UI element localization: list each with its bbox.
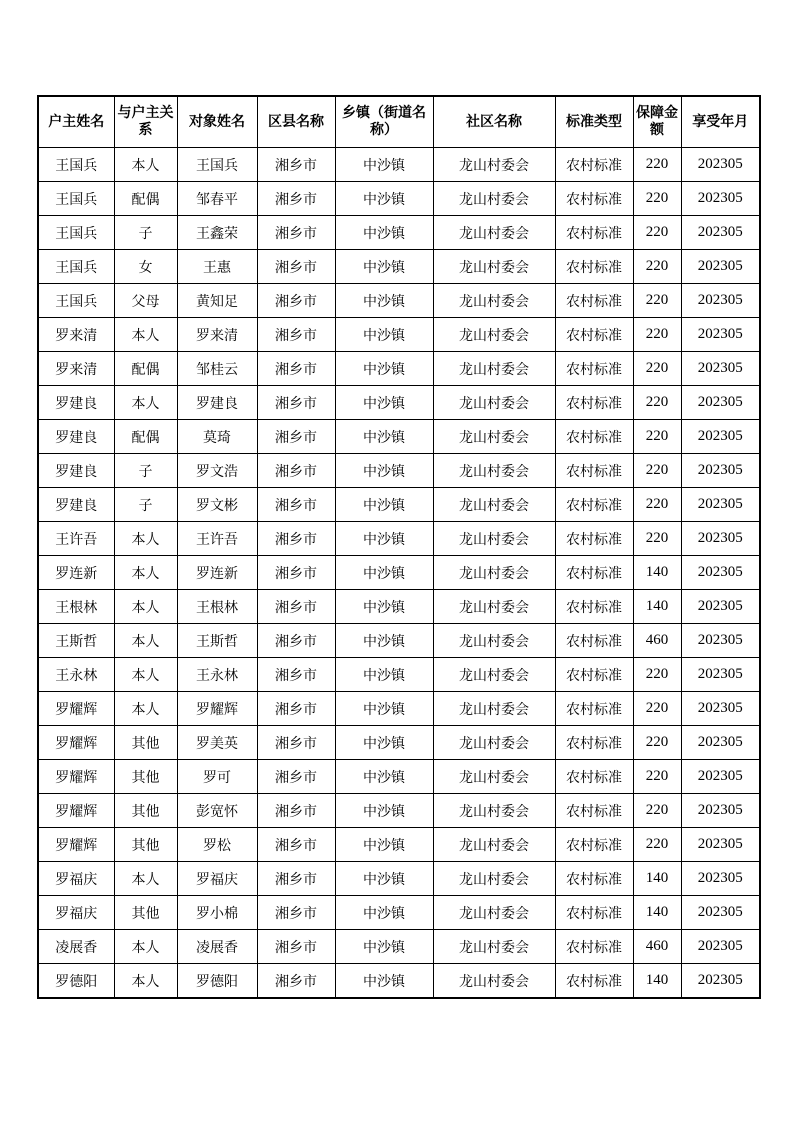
community-cell: 龙山村委会 bbox=[433, 556, 555, 590]
table-row bbox=[38, 760, 760, 794]
table-row bbox=[38, 148, 760, 182]
household-head-cell: 王国兵 bbox=[38, 284, 114, 318]
relation-cell: 本人 bbox=[114, 522, 177, 556]
community-cell: 龙山村委会 bbox=[433, 148, 555, 182]
header-standard-type: 标准类型 bbox=[555, 96, 633, 148]
relation-cell: 其他 bbox=[114, 760, 177, 794]
table-row bbox=[38, 318, 760, 352]
table-row bbox=[38, 930, 760, 964]
relation-cell: 本人 bbox=[114, 590, 177, 624]
town-cell: 中沙镇 bbox=[335, 318, 433, 352]
table-row bbox=[38, 182, 760, 216]
table-row bbox=[38, 692, 760, 726]
table-row bbox=[38, 624, 760, 658]
standard-type-cell: 农村标准 bbox=[555, 760, 633, 794]
amount-cell: 220 bbox=[633, 454, 681, 488]
standard-type-cell: 农村标准 bbox=[555, 352, 633, 386]
standard-type-cell: 农村标准 bbox=[555, 250, 633, 284]
household-head-cell: 罗耀辉 bbox=[38, 760, 114, 794]
community-cell: 龙山村委会 bbox=[433, 726, 555, 760]
county-cell: 湘乡市 bbox=[257, 148, 335, 182]
household-head-cell: 王国兵 bbox=[38, 216, 114, 250]
town-cell: 中沙镇 bbox=[335, 488, 433, 522]
recipient-name-cell: 罗连新 bbox=[177, 556, 257, 590]
relief-recipient-table bbox=[37, 95, 761, 999]
amount-cell: 220 bbox=[633, 692, 681, 726]
recipient-name-cell: 王永林 bbox=[177, 658, 257, 692]
month-cell: 202305 bbox=[681, 284, 760, 318]
table-row bbox=[38, 794, 760, 828]
table-row bbox=[38, 284, 760, 318]
month-cell: 202305 bbox=[681, 692, 760, 726]
month-cell: 202305 bbox=[681, 522, 760, 556]
amount-cell: 220 bbox=[633, 760, 681, 794]
household-head-cell: 罗来清 bbox=[38, 318, 114, 352]
amount-cell: 140 bbox=[633, 862, 681, 896]
county-cell: 湘乡市 bbox=[257, 692, 335, 726]
community-cell: 龙山村委会 bbox=[433, 590, 555, 624]
standard-type-cell: 农村标准 bbox=[555, 556, 633, 590]
recipient-name-cell: 王根林 bbox=[177, 590, 257, 624]
recipient-name-cell: 罗文浩 bbox=[177, 454, 257, 488]
household-head-cell: 罗耀辉 bbox=[38, 794, 114, 828]
standard-type-cell: 农村标准 bbox=[555, 930, 633, 964]
recipient-name-cell: 罗松 bbox=[177, 828, 257, 862]
household-head-cell: 罗建良 bbox=[38, 454, 114, 488]
community-cell: 龙山村委会 bbox=[433, 760, 555, 794]
town-cell: 中沙镇 bbox=[335, 930, 433, 964]
standard-type-cell: 农村标准 bbox=[555, 794, 633, 828]
standard-type-cell: 农村标准 bbox=[555, 964, 633, 999]
town-cell: 中沙镇 bbox=[335, 862, 433, 896]
recipient-name-cell: 彭宽怀 bbox=[177, 794, 257, 828]
standard-type-cell: 农村标准 bbox=[555, 590, 633, 624]
community-cell: 龙山村委会 bbox=[433, 182, 555, 216]
relation-cell: 父母 bbox=[114, 284, 177, 318]
relation-cell: 子 bbox=[114, 454, 177, 488]
recipient-name-cell: 罗福庆 bbox=[177, 862, 257, 896]
household-head-cell: 罗建良 bbox=[38, 386, 114, 420]
county-cell: 湘乡市 bbox=[257, 964, 335, 999]
relation-cell: 其他 bbox=[114, 794, 177, 828]
relation-cell: 配偶 bbox=[114, 182, 177, 216]
amount-cell: 220 bbox=[633, 250, 681, 284]
town-cell: 中沙镇 bbox=[335, 420, 433, 454]
county-cell: 湘乡市 bbox=[257, 658, 335, 692]
county-cell: 湘乡市 bbox=[257, 284, 335, 318]
amount-cell: 140 bbox=[633, 964, 681, 999]
household-head-cell: 罗福庆 bbox=[38, 896, 114, 930]
town-cell: 中沙镇 bbox=[335, 556, 433, 590]
community-cell: 龙山村委会 bbox=[433, 318, 555, 352]
month-cell: 202305 bbox=[681, 488, 760, 522]
town-cell: 中沙镇 bbox=[335, 658, 433, 692]
recipient-name-cell: 黄知足 bbox=[177, 284, 257, 318]
community-cell: 龙山村委会 bbox=[433, 352, 555, 386]
month-cell: 202305 bbox=[681, 250, 760, 284]
month-cell: 202305 bbox=[681, 318, 760, 352]
recipient-name-cell: 王斯哲 bbox=[177, 624, 257, 658]
recipient-name-cell: 凌展香 bbox=[177, 930, 257, 964]
header-town: 乡镇（街道名称） bbox=[335, 96, 433, 148]
table-row bbox=[38, 522, 760, 556]
recipient-name-cell: 罗德阳 bbox=[177, 964, 257, 999]
household-head-cell: 罗福庆 bbox=[38, 862, 114, 896]
county-cell: 湘乡市 bbox=[257, 726, 335, 760]
town-cell: 中沙镇 bbox=[335, 590, 433, 624]
table-row bbox=[38, 352, 760, 386]
recipient-name-cell: 王鑫荣 bbox=[177, 216, 257, 250]
month-cell: 202305 bbox=[681, 828, 760, 862]
table-row bbox=[38, 726, 760, 760]
recipient-name-cell: 莫琦 bbox=[177, 420, 257, 454]
household-head-cell: 罗来清 bbox=[38, 352, 114, 386]
table-row bbox=[38, 964, 760, 999]
county-cell: 湘乡市 bbox=[257, 794, 335, 828]
town-cell: 中沙镇 bbox=[335, 386, 433, 420]
community-cell: 龙山村委会 bbox=[433, 624, 555, 658]
county-cell: 湘乡市 bbox=[257, 556, 335, 590]
month-cell: 202305 bbox=[681, 896, 760, 930]
amount-cell: 460 bbox=[633, 930, 681, 964]
header-county: 区县名称 bbox=[257, 96, 335, 148]
county-cell: 湘乡市 bbox=[257, 930, 335, 964]
household-head-cell: 王许吾 bbox=[38, 522, 114, 556]
standard-type-cell: 农村标准 bbox=[555, 148, 633, 182]
month-cell: 202305 bbox=[681, 148, 760, 182]
month-cell: 202305 bbox=[681, 760, 760, 794]
relation-cell: 本人 bbox=[114, 318, 177, 352]
community-cell: 龙山村委会 bbox=[433, 250, 555, 284]
community-cell: 龙山村委会 bbox=[433, 692, 555, 726]
community-cell: 龙山村委会 bbox=[433, 828, 555, 862]
community-cell: 龙山村委会 bbox=[433, 284, 555, 318]
month-cell: 202305 bbox=[681, 794, 760, 828]
county-cell: 湘乡市 bbox=[257, 760, 335, 794]
amount-cell: 220 bbox=[633, 522, 681, 556]
household-head-cell: 王国兵 bbox=[38, 182, 114, 216]
community-cell: 龙山村委会 bbox=[433, 862, 555, 896]
recipient-name-cell: 罗文彬 bbox=[177, 488, 257, 522]
recipient-name-cell: 罗建良 bbox=[177, 386, 257, 420]
household-head-cell: 罗建良 bbox=[38, 420, 114, 454]
standard-type-cell: 农村标准 bbox=[555, 692, 633, 726]
amount-cell: 220 bbox=[633, 352, 681, 386]
recipient-name-cell: 王惠 bbox=[177, 250, 257, 284]
table-row bbox=[38, 556, 760, 590]
standard-type-cell: 农村标准 bbox=[555, 420, 633, 454]
county-cell: 湘乡市 bbox=[257, 488, 335, 522]
household-head-cell: 罗耀辉 bbox=[38, 726, 114, 760]
table-header-row bbox=[38, 96, 760, 148]
standard-type-cell: 农村标准 bbox=[555, 386, 633, 420]
amount-cell: 220 bbox=[633, 726, 681, 760]
recipient-name-cell: 邹春平 bbox=[177, 182, 257, 216]
amount-cell: 220 bbox=[633, 488, 681, 522]
town-cell: 中沙镇 bbox=[335, 148, 433, 182]
month-cell: 202305 bbox=[681, 624, 760, 658]
recipient-name-cell: 罗美英 bbox=[177, 726, 257, 760]
town-cell: 中沙镇 bbox=[335, 828, 433, 862]
relation-cell: 其他 bbox=[114, 828, 177, 862]
county-cell: 湘乡市 bbox=[257, 182, 335, 216]
town-cell: 中沙镇 bbox=[335, 216, 433, 250]
month-cell: 202305 bbox=[681, 386, 760, 420]
relation-cell: 本人 bbox=[114, 148, 177, 182]
table-row bbox=[38, 658, 760, 692]
community-cell: 龙山村委会 bbox=[433, 216, 555, 250]
amount-cell: 140 bbox=[633, 556, 681, 590]
relation-cell: 本人 bbox=[114, 692, 177, 726]
household-head-cell: 王斯哲 bbox=[38, 624, 114, 658]
town-cell: 中沙镇 bbox=[335, 624, 433, 658]
community-cell: 龙山村委会 bbox=[433, 964, 555, 999]
town-cell: 中沙镇 bbox=[335, 250, 433, 284]
community-cell: 龙山村委会 bbox=[433, 386, 555, 420]
month-cell: 202305 bbox=[681, 216, 760, 250]
month-cell: 202305 bbox=[681, 862, 760, 896]
table-row bbox=[38, 454, 760, 488]
county-cell: 湘乡市 bbox=[257, 624, 335, 658]
standard-type-cell: 农村标准 bbox=[555, 216, 633, 250]
month-cell: 202305 bbox=[681, 420, 760, 454]
county-cell: 湘乡市 bbox=[257, 216, 335, 250]
household-head-cell: 凌展香 bbox=[38, 930, 114, 964]
community-cell: 龙山村委会 bbox=[433, 930, 555, 964]
table-row bbox=[38, 420, 760, 454]
town-cell: 中沙镇 bbox=[335, 760, 433, 794]
month-cell: 202305 bbox=[681, 556, 760, 590]
household-head-cell: 王国兵 bbox=[38, 148, 114, 182]
town-cell: 中沙镇 bbox=[335, 182, 433, 216]
county-cell: 湘乡市 bbox=[257, 250, 335, 284]
relation-cell: 配偶 bbox=[114, 420, 177, 454]
header-relation: 与户主关系 bbox=[114, 96, 177, 148]
county-cell: 湘乡市 bbox=[257, 420, 335, 454]
standard-type-cell: 农村标准 bbox=[555, 182, 633, 216]
relation-cell: 本人 bbox=[114, 964, 177, 999]
county-cell: 湘乡市 bbox=[257, 590, 335, 624]
town-cell: 中沙镇 bbox=[335, 964, 433, 999]
county-cell: 湘乡市 bbox=[257, 386, 335, 420]
relation-cell: 其他 bbox=[114, 896, 177, 930]
table-row bbox=[38, 488, 760, 522]
amount-cell: 140 bbox=[633, 896, 681, 930]
standard-type-cell: 农村标准 bbox=[555, 454, 633, 488]
county-cell: 湘乡市 bbox=[257, 352, 335, 386]
community-cell: 龙山村委会 bbox=[433, 896, 555, 930]
town-cell: 中沙镇 bbox=[335, 692, 433, 726]
recipient-name-cell: 罗可 bbox=[177, 760, 257, 794]
table-row bbox=[38, 250, 760, 284]
recipient-name-cell: 王许吾 bbox=[177, 522, 257, 556]
standard-type-cell: 农村标准 bbox=[555, 624, 633, 658]
amount-cell: 220 bbox=[633, 658, 681, 692]
table-row bbox=[38, 590, 760, 624]
amount-cell: 220 bbox=[633, 284, 681, 318]
month-cell: 202305 bbox=[681, 726, 760, 760]
household-head-cell: 罗德阳 bbox=[38, 964, 114, 999]
header-amount: 保障金额 bbox=[633, 96, 681, 148]
county-cell: 湘乡市 bbox=[257, 896, 335, 930]
relation-cell: 本人 bbox=[114, 556, 177, 590]
town-cell: 中沙镇 bbox=[335, 794, 433, 828]
header-community: 社区名称 bbox=[433, 96, 555, 148]
standard-type-cell: 农村标准 bbox=[555, 828, 633, 862]
amount-cell: 220 bbox=[633, 420, 681, 454]
header-month: 享受年月 bbox=[681, 96, 760, 148]
amount-cell: 220 bbox=[633, 386, 681, 420]
table-body bbox=[38, 148, 760, 999]
recipient-name-cell: 邹桂云 bbox=[177, 352, 257, 386]
standard-type-cell: 农村标准 bbox=[555, 318, 633, 352]
relation-cell: 本人 bbox=[114, 386, 177, 420]
month-cell: 202305 bbox=[681, 658, 760, 692]
standard-type-cell: 农村标准 bbox=[555, 488, 633, 522]
recipient-name-cell: 罗耀辉 bbox=[177, 692, 257, 726]
amount-cell: 220 bbox=[633, 148, 681, 182]
table-row bbox=[38, 216, 760, 250]
community-cell: 龙山村委会 bbox=[433, 454, 555, 488]
amount-cell: 220 bbox=[633, 794, 681, 828]
town-cell: 中沙镇 bbox=[335, 284, 433, 318]
table-row bbox=[38, 862, 760, 896]
household-head-cell: 王根林 bbox=[38, 590, 114, 624]
amount-cell: 220 bbox=[633, 318, 681, 352]
amount-cell: 460 bbox=[633, 624, 681, 658]
community-cell: 龙山村委会 bbox=[433, 420, 555, 454]
town-cell: 中沙镇 bbox=[335, 726, 433, 760]
amount-cell: 220 bbox=[633, 216, 681, 250]
household-head-cell: 王国兵 bbox=[38, 250, 114, 284]
relation-cell: 配偶 bbox=[114, 352, 177, 386]
town-cell: 中沙镇 bbox=[335, 522, 433, 556]
amount-cell: 220 bbox=[633, 182, 681, 216]
town-cell: 中沙镇 bbox=[335, 896, 433, 930]
standard-type-cell: 农村标准 bbox=[555, 658, 633, 692]
header-household-head: 户主姓名 bbox=[38, 96, 114, 148]
relation-cell: 其他 bbox=[114, 726, 177, 760]
relation-cell: 女 bbox=[114, 250, 177, 284]
month-cell: 202305 bbox=[681, 454, 760, 488]
relation-cell: 本人 bbox=[114, 658, 177, 692]
header-recipient-name: 对象姓名 bbox=[177, 96, 257, 148]
standard-type-cell: 农村标准 bbox=[555, 896, 633, 930]
county-cell: 湘乡市 bbox=[257, 828, 335, 862]
community-cell: 龙山村委会 bbox=[433, 488, 555, 522]
month-cell: 202305 bbox=[681, 930, 760, 964]
relation-cell: 本人 bbox=[114, 930, 177, 964]
relation-cell: 子 bbox=[114, 488, 177, 522]
recipient-name-cell: 王国兵 bbox=[177, 148, 257, 182]
recipient-name-cell: 罗小棉 bbox=[177, 896, 257, 930]
month-cell: 202305 bbox=[681, 352, 760, 386]
amount-cell: 140 bbox=[633, 590, 681, 624]
month-cell: 202305 bbox=[681, 964, 760, 999]
county-cell: 湘乡市 bbox=[257, 522, 335, 556]
standard-type-cell: 农村标准 bbox=[555, 284, 633, 318]
county-cell: 湘乡市 bbox=[257, 454, 335, 488]
month-cell: 202305 bbox=[681, 182, 760, 216]
household-head-cell: 王永林 bbox=[38, 658, 114, 692]
county-cell: 湘乡市 bbox=[257, 862, 335, 896]
amount-cell: 220 bbox=[633, 828, 681, 862]
standard-type-cell: 农村标准 bbox=[555, 862, 633, 896]
recipient-name-cell: 罗来清 bbox=[177, 318, 257, 352]
relation-cell: 子 bbox=[114, 216, 177, 250]
household-head-cell: 罗建良 bbox=[38, 488, 114, 522]
standard-type-cell: 农村标准 bbox=[555, 726, 633, 760]
community-cell: 龙山村委会 bbox=[433, 794, 555, 828]
county-cell: 湘乡市 bbox=[257, 318, 335, 352]
table-row bbox=[38, 386, 760, 420]
table-row bbox=[38, 896, 760, 930]
table-row bbox=[38, 828, 760, 862]
standard-type-cell: 农村标准 bbox=[555, 522, 633, 556]
town-cell: 中沙镇 bbox=[335, 352, 433, 386]
household-head-cell: 罗连新 bbox=[38, 556, 114, 590]
community-cell: 龙山村委会 bbox=[433, 658, 555, 692]
relation-cell: 本人 bbox=[114, 862, 177, 896]
community-cell: 龙山村委会 bbox=[433, 522, 555, 556]
household-head-cell: 罗耀辉 bbox=[38, 692, 114, 726]
town-cell: 中沙镇 bbox=[335, 454, 433, 488]
household-head-cell: 罗耀辉 bbox=[38, 828, 114, 862]
relation-cell: 本人 bbox=[114, 624, 177, 658]
month-cell: 202305 bbox=[681, 590, 760, 624]
